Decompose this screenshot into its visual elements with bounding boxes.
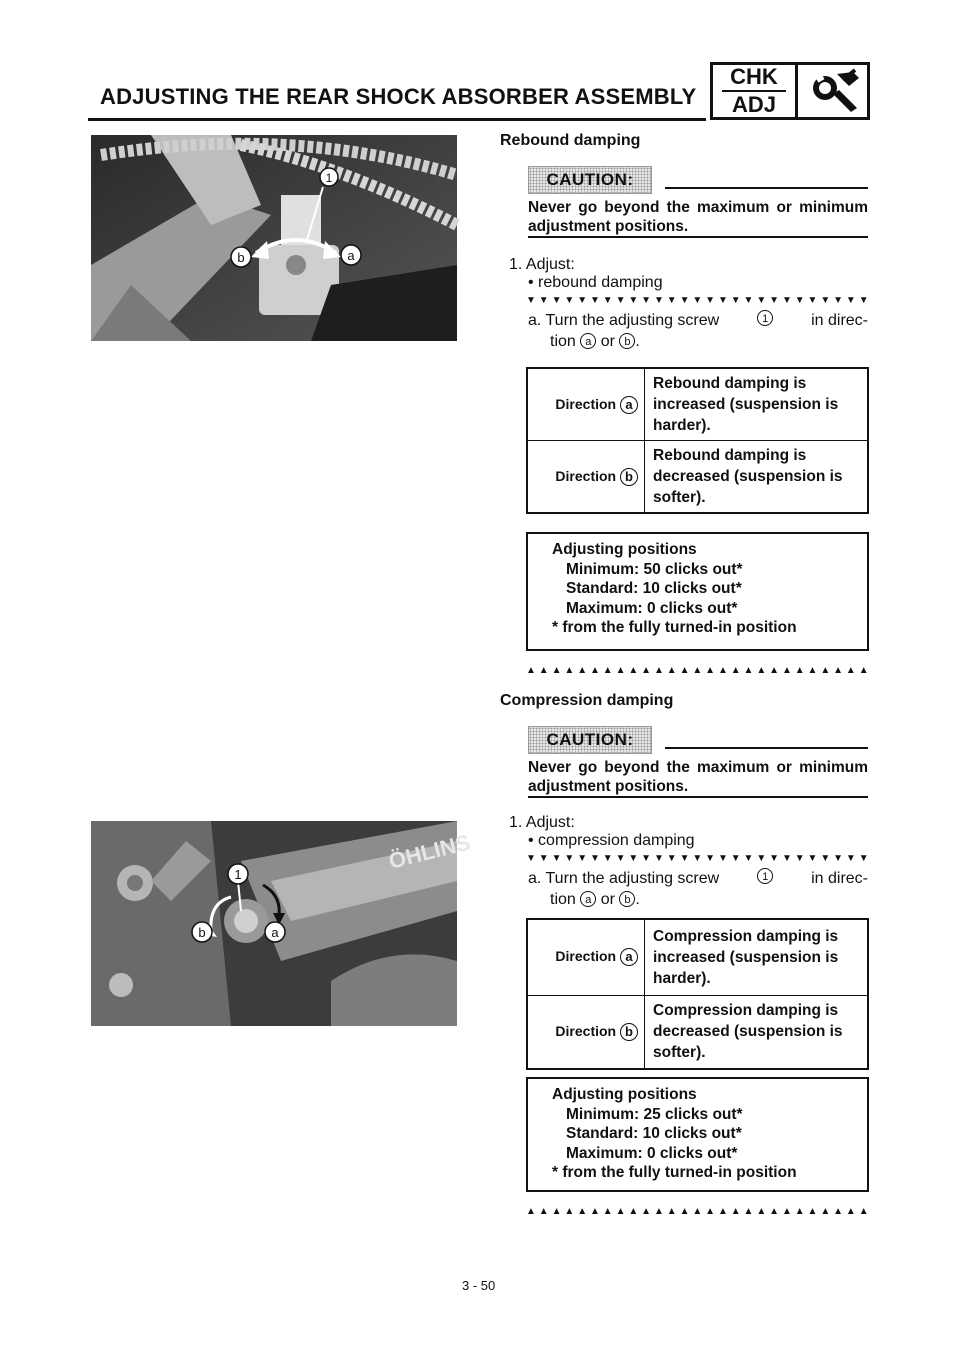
- compression-spec-box: [526, 1077, 869, 1192]
- photo2-dir-b-label: b: [198, 925, 206, 940]
- rebound-direction-table: [526, 367, 869, 514]
- spec-maximum: Maximum: 0 clicks out*: [566, 1144, 738, 1162]
- compression-step-1: 1. Adjust:: [509, 814, 575, 831]
- compression-direction-table: [526, 918, 869, 1070]
- compression-caution-rule-bottom: [528, 796, 868, 798]
- spec-minimum: Minimum: 50 clicks out*: [566, 560, 743, 578]
- spec-note: * from the fully turned-in position: [552, 1164, 797, 1181]
- direction-a-icon: a: [620, 396, 638, 414]
- compression-caution-badge: CAUTION:: [528, 726, 652, 754]
- table-cell-direction: [527, 995, 645, 1069]
- wrench-tool-icon: [798, 65, 867, 117]
- rebound-step-a-prefix: a. Turn the adjusting screw: [528, 312, 720, 329]
- rebound-caution-rule-top: [665, 187, 868, 189]
- rebound-adjuster-photo: [91, 135, 457, 341]
- rebound-step-a-end: .: [635, 333, 640, 350]
- table-row: [527, 441, 868, 514]
- photo2-callout-label: 1: [234, 867, 242, 882]
- compression-caution-text: Never go beyond the maximum or minimum adjustment positions.: [528, 759, 868, 795]
- photo2-brand-label: ÖHLINS: [386, 829, 473, 874]
- direction-label: Direction: [555, 467, 617, 484]
- spec-note: * from the fully turned-in position: [552, 619, 797, 636]
- rebound-caution-rule-bottom: [528, 236, 868, 238]
- table-row: [527, 919, 868, 995]
- compression-section-title: Compression damping: [500, 692, 674, 709]
- badge-adj: ADJ: [731, 92, 776, 117]
- table-cell-direction: [527, 919, 645, 995]
- table-row: [527, 368, 868, 441]
- rebound-step-a-mid: in direc-: [811, 312, 868, 329]
- compression-step-1-item: • compression damping: [528, 832, 695, 849]
- table-cell-direction: [527, 441, 645, 514]
- rebound-end-markers: ▲▲▲▲▲▲▲▲▲▲▲▲▲▲▲▲▲▲▲▲▲▲▲▲▲▲▲: [526, 665, 872, 676]
- table-cell-desc: Rebound damping is decreased (suspension is softer).: [645, 441, 869, 514]
- compression-start-markers: ▼▼▼▼▼▼▼▼▼▼▼▼▼▼▼▼▼▼▼▼▼▼▼▼▼▼▼: [526, 853, 872, 864]
- photo2-dir-a-label: a: [271, 925, 279, 940]
- rebound-step-a-or: or: [600, 333, 615, 350]
- direction-b-icon: b: [619, 891, 635, 907]
- page-number: 3 - 50: [462, 1278, 496, 1293]
- compression-end-markers: ▲▲▲▲▲▲▲▲▲▲▲▲▲▲▲▲▲▲▲▲▲▲▲▲▲▲▲: [526, 1206, 872, 1217]
- direction-label: Direction: [555, 395, 617, 412]
- direction-label: Direction: [555, 1022, 617, 1039]
- compression-adjuster-photo: [91, 821, 473, 1026]
- compression-step-a-or: or: [600, 891, 615, 908]
- table-cell-desc: Compression damping is decreased (suspension is softer).: [645, 995, 869, 1069]
- spec-heading: Adjusting positions: [552, 541, 697, 558]
- direction-b-icon: b: [620, 468, 638, 486]
- rebound-step-a-tion: tion: [550, 333, 576, 350]
- rebound-spec-box: [526, 532, 869, 651]
- spec-minimum: Minimum: 25 clicks out*: [566, 1105, 743, 1123]
- header-rule: [88, 118, 706, 121]
- badge-chk: CHK: [730, 64, 778, 89]
- page-title: ADJUSTING THE REAR SHOCK ABSORBER ASSEMBLY: [100, 84, 697, 109]
- spec-maximum: Maximum: 0 clicks out*: [566, 599, 738, 617]
- spec-standard: Standard: 10 clicks out*: [566, 580, 742, 597]
- photo1-dir-b-label: b: [237, 250, 245, 265]
- direction-label: Direction: [555, 948, 617, 965]
- compression-step-a-tion: tion: [550, 891, 576, 908]
- rebound-caution-badge: CAUTION:: [528, 166, 652, 194]
- rebound-start-markers: ▼▼▼▼▼▼▼▼▼▼▼▼▼▼▼▼▼▼▼▼▼▼▼▼▼▼▼: [526, 295, 872, 306]
- rebound-section-title: Rebound damping: [500, 132, 641, 149]
- compression-step-a-prefix: a. Turn the adjusting screw: [528, 870, 720, 887]
- rebound-step-1-item: • rebound damping: [528, 274, 663, 291]
- chk-adj-label: [713, 65, 798, 117]
- spec-standard: Standard: 10 clicks out*: [566, 1125, 742, 1142]
- chk-adj-badge: [710, 62, 870, 120]
- compression-step-a: [528, 868, 868, 910]
- direction-a-icon: a: [580, 891, 596, 907]
- spec-heading: Adjusting positions: [552, 1086, 697, 1103]
- direction-b-icon: b: [619, 333, 635, 349]
- photo1-dir-a-label: a: [347, 248, 355, 263]
- screw-ref-icon: 1: [757, 868, 773, 884]
- screw-ref-icon: 1: [757, 310, 773, 326]
- direction-a-icon: a: [620, 948, 638, 966]
- rebound-step-a: [528, 310, 868, 352]
- photo1-callout-label: 1: [325, 171, 333, 185]
- table-cell-desc: Compression damping is increased (suspension is harder).: [645, 919, 869, 995]
- rebound-caution-text: Never go beyond the maximum or minimum adjustment positions.: [528, 199, 868, 235]
- direction-a-icon: a: [580, 333, 596, 349]
- table-cell-desc: Rebound damping is increased (suspension is harder).: [645, 368, 869, 441]
- table-cell-direction: [527, 368, 645, 441]
- table-row: [527, 995, 868, 1069]
- compression-step-a-mid: in direc-: [811, 870, 868, 887]
- direction-b-icon: b: [620, 1023, 638, 1041]
- compression-caution-rule-top: [665, 747, 868, 749]
- rebound-step-1: 1. Adjust:: [509, 256, 575, 273]
- compression-step-a-end: .: [635, 891, 640, 908]
